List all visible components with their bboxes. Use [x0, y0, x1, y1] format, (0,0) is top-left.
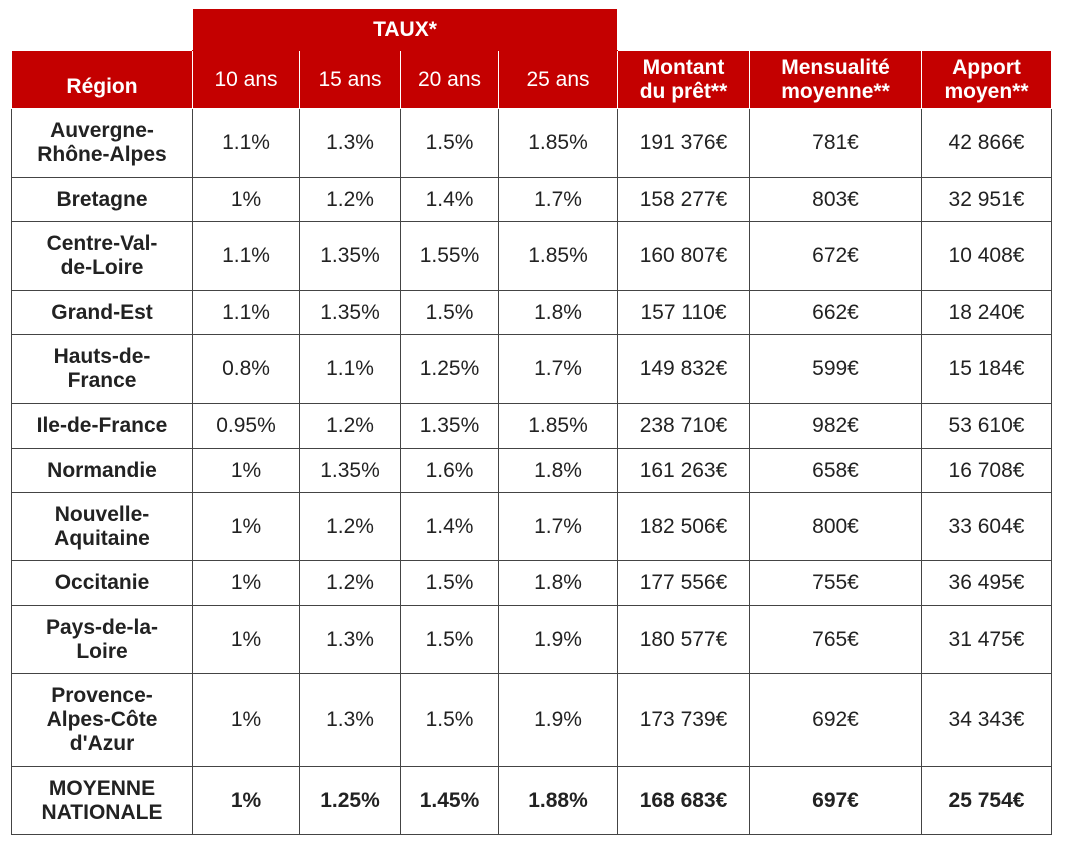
region-name-line: Grand-Est: [51, 300, 153, 324]
region-name-line: Hauts-de-: [53, 345, 151, 368]
region-cell: [12, 606, 193, 674]
rate-20-cell: 1.6%: [401, 449, 499, 493]
rate-10-cell: 1%: [193, 767, 300, 835]
rate-20-cell: 1.4%: [401, 493, 499, 561]
rate-20-cell: 1.5%: [401, 561, 499, 606]
montant-cell: 157 110€: [618, 291, 750, 335]
rate-25-cell: 1.8%: [499, 561, 618, 606]
mensualite-header-line1: Mensualité: [781, 55, 890, 79]
table-row: [12, 561, 1052, 606]
apport-cell: 42 866€: [922, 109, 1052, 178]
table-row: [12, 178, 1052, 222]
montant-cell: 158 277€: [618, 178, 750, 222]
mensualite-cell: 599€: [750, 335, 922, 404]
apport-cell: 32 951€: [922, 178, 1052, 222]
region-name-line: Centre-Val-: [46, 232, 158, 255]
taux-header: TAUX*: [193, 9, 618, 51]
region-cell: [12, 222, 193, 291]
rate-25-cell: 1.7%: [499, 335, 618, 404]
region-name-line: Nouvelle-: [54, 502, 150, 526]
table-row: [12, 674, 1052, 767]
rate-15-cell: 1.35%: [300, 449, 401, 493]
region-cell: [12, 767, 193, 835]
rate-15-cell: 1.2%: [300, 178, 401, 222]
apport-cell: 18 240€: [922, 291, 1052, 335]
rate-25-cell: 1.88%: [499, 767, 618, 835]
mensualite-cell: 765€: [750, 606, 922, 674]
region-cell: [12, 493, 193, 561]
region-name-line: MOYENNE: [48, 776, 156, 800]
apport-cell: 10 408€: [922, 222, 1052, 291]
mensualite-cell: 672€: [750, 222, 922, 291]
montant-cell: 177 556€: [618, 561, 750, 606]
header-row-columns: [12, 51, 1052, 109]
region-name-line: Provence-: [51, 684, 153, 707]
rate-10-cell: 1.1%: [193, 109, 300, 178]
region-cell: [12, 674, 193, 767]
rate-10-cell: 1.1%: [193, 222, 300, 291]
montant-header-line1: Montant: [642, 55, 725, 79]
montant-cell: 160 807€: [618, 222, 750, 291]
rate-15-cell: 1.1%: [300, 335, 401, 404]
rate-20-cell: 1.4%: [401, 178, 499, 222]
rate-25-cell: 1.8%: [499, 449, 618, 493]
rate-10-cell: 1%: [193, 674, 300, 767]
rate-25-cell: 1.8%: [499, 291, 618, 335]
rate-25-cell: 1.9%: [499, 606, 618, 674]
montant-cell: 173 739€: [618, 674, 750, 767]
rate-15-cell: 1.35%: [300, 222, 401, 291]
montant-cell: 182 506€: [618, 493, 750, 561]
header-row-top: [12, 9, 1052, 51]
rate-20-cell: 1.5%: [401, 109, 499, 178]
rate-10-cell: 1%: [193, 178, 300, 222]
table-row: [12, 335, 1052, 404]
montant-cell: 149 832€: [618, 335, 750, 404]
rate-10-cell: 1%: [193, 449, 300, 493]
mensualite-cell: 662€: [750, 291, 922, 335]
rate-15-cell: 1.35%: [300, 291, 401, 335]
rate-25-cell: 1.85%: [499, 404, 618, 449]
region-name-line: Loire: [76, 639, 128, 663]
rate-10-cell: 1%: [193, 606, 300, 674]
table-row: [12, 606, 1052, 674]
rate-15-cell: 1.3%: [300, 606, 401, 674]
rate-20-cell: 1.45%: [401, 767, 499, 835]
apport-cell: 53 610€: [922, 404, 1052, 449]
rate-25-cell: 1.7%: [499, 493, 618, 561]
rate-25-cell: 1.7%: [499, 178, 618, 222]
rate-10-cell: 0.8%: [193, 335, 300, 404]
rate-10-cell: 1%: [193, 493, 300, 561]
mensualite-cell: 658€: [750, 449, 922, 493]
apport-cell: 31 475€: [922, 606, 1052, 674]
region-name-line: Normandie: [47, 458, 157, 482]
year-15-header: 15 ans: [300, 51, 401, 109]
rate-15-cell: 1.2%: [300, 561, 401, 606]
region-cell: [12, 449, 193, 493]
mensualite-cell: 755€: [750, 561, 922, 606]
rate-10-cell: 0.95%: [193, 404, 300, 449]
region-name-line: de-Loire: [60, 256, 144, 279]
region-cell: [12, 561, 193, 606]
rate-15-cell: 1.2%: [300, 404, 401, 449]
rate-20-cell: 1.25%: [401, 335, 499, 404]
mensualite-cell: 800€: [750, 493, 922, 561]
rate-25-cell: 1.9%: [499, 674, 618, 767]
region-cell: [12, 178, 193, 222]
table-row: [12, 493, 1052, 561]
montant-cell: 168 683€: [618, 767, 750, 835]
regional-rates-table: [11, 8, 1052, 835]
mensualite-cell: 692€: [750, 674, 922, 767]
region-name-line: Alpes-Côte: [46, 708, 158, 731]
table-row: [12, 222, 1052, 291]
mensualite-cell: 803€: [750, 178, 922, 222]
region-name-line: Bretagne: [56, 187, 148, 211]
table-row: [12, 449, 1052, 493]
montant-cell: 161 263€: [618, 449, 750, 493]
apport-cell: 33 604€: [922, 493, 1052, 561]
apport-header-line1: Apport: [952, 55, 1021, 79]
montant-cell: 238 710€: [618, 404, 750, 449]
region-name-line: Ile-de-France: [36, 414, 168, 437]
table-body: [12, 109, 1052, 835]
region-name-line: Occitanie: [54, 571, 150, 594]
table-row: [12, 109, 1052, 178]
region-cell: [12, 335, 193, 404]
rate-20-cell: 1.35%: [401, 404, 499, 449]
rate-15-cell: 1.2%: [300, 493, 401, 561]
table-row: [12, 291, 1052, 335]
montant-header: [618, 51, 750, 109]
region-name-line: France: [67, 369, 137, 392]
montant-header-line2: du prêt**: [639, 79, 728, 103]
year-25-header: 25 ans: [499, 51, 618, 109]
mensualite-cell: 697€: [750, 767, 922, 835]
year-10-header: 10 ans: [193, 51, 300, 109]
region-cell: [12, 109, 193, 178]
rate-10-cell: 1.1%: [193, 291, 300, 335]
rate-20-cell: 1.5%: [401, 606, 499, 674]
table-row: [12, 404, 1052, 449]
rate-20-cell: 1.5%: [401, 291, 499, 335]
region-header-label: Région: [66, 74, 138, 98]
region-cell: [12, 404, 193, 449]
apport-header: [922, 51, 1052, 109]
rate-10-cell: 1%: [193, 561, 300, 606]
rate-20-cell: 1.5%: [401, 674, 499, 767]
montant-cell: 180 577€: [618, 606, 750, 674]
region-name-line: Pays-de-la-: [45, 615, 159, 639]
mensualite-header: [750, 51, 922, 109]
rate-20-cell: 1.55%: [401, 222, 499, 291]
rate-15-cell: 1.3%: [300, 674, 401, 767]
region-name-line: Auvergne-: [50, 119, 154, 142]
header-blank-left: [12, 9, 193, 51]
year-20-header: 20 ans: [401, 51, 499, 109]
apport-cell: 36 495€: [922, 561, 1052, 606]
mensualite-cell: 982€: [750, 404, 922, 449]
region-name-line: NATIONALE: [41, 800, 163, 824]
apport-cell: 16 708€: [922, 449, 1052, 493]
mensualite-header-line2: moyenne**: [781, 79, 890, 103]
apport-cell: 15 184€: [922, 335, 1052, 404]
apport-cell: 34 343€: [922, 674, 1052, 767]
region-name-line: Aquitaine: [54, 526, 150, 550]
rate-25-cell: 1.85%: [499, 109, 618, 178]
rate-25-cell: 1.85%: [499, 222, 618, 291]
rate-15-cell: 1.3%: [300, 109, 401, 178]
rate-15-cell: 1.25%: [300, 767, 401, 835]
montant-cell: 191 376€: [618, 109, 750, 178]
region-name-line: Rhône-Alpes: [37, 143, 167, 166]
national-average-row: [12, 767, 1052, 835]
header-blank-right: [618, 9, 1052, 51]
region-name-line: d'Azur: [69, 732, 135, 755]
mensualite-cell: 781€: [750, 109, 922, 178]
region-cell: [12, 291, 193, 335]
apport-cell: 25 754€: [922, 767, 1052, 835]
region-column-header: [12, 51, 193, 109]
apport-header-line2: moyen**: [944, 79, 1029, 103]
